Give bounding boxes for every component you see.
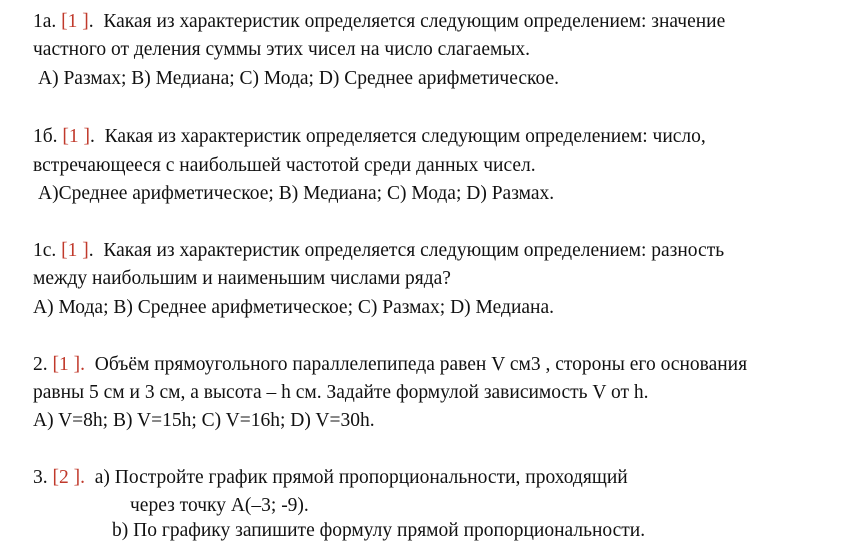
q1a-line2: частного от деления суммы этих чисел на число слагаемых.: [33, 39, 531, 60]
q1c-number: 1c.: [33, 240, 57, 261]
q1c-options: A) Мода; B) Среднее арифметическое; C) Размах; D) Медиана.: [33, 297, 554, 318]
q2-points: [1 ].: [52, 354, 85, 375]
q1c-line2: между наибольшим и наименьшим числами ряда?: [33, 268, 451, 289]
q1b-line2: встречающееся с наибольшей частотой среди данных чисел.: [33, 155, 536, 176]
q1c-line1: 1c. [1 ]. Какая из характеристик определяется следующим определением: разность: [33, 240, 725, 261]
q2-line1: [33, 353, 747, 377]
q1a-options: A) Размах; B) Медиана; C) Мода; D) Среднее арифметическое.: [38, 68, 559, 89]
q2-options: A) V=8h; B) V=15h; C) V=16h; D) V=30h.: [33, 410, 375, 431]
q1b-options: A)Среднее арифметическое; B) Медиана; C) Мода; D) Размах.: [38, 183, 555, 204]
q3-line2: через точку A(–3; -9).: [130, 495, 309, 516]
q2-line2: равны 5 см и 3 см, а высота – h см. Задайте формулой зависимость V от h.: [33, 382, 649, 403]
q3-line3: b) По графику запишите формулу прямой пропорциональности.: [112, 520, 646, 541]
q1a-text-1: Какая из характеристик определяется следующим определением: значение: [103, 11, 726, 32]
q1a-points: [1 ]: [61, 11, 89, 32]
q3-number: 3.: [33, 467, 48, 488]
q1a-line1: 1a. [1 ]. Какая из характеристик определяется следующим определением: значение: [33, 11, 726, 32]
q1b-line1: 1б. [1 ]. Какая из характеристик определяется следующим определением: число,: [33, 126, 706, 147]
q2-text-1: Объём прямоугольного параллелепипеда равен V см3 , стороны его основания: [94, 354, 748, 375]
q3-points: [2 ].: [52, 467, 85, 488]
q3-text-1: a) Постройте график прямой пропорциональности, проходящий: [94, 467, 628, 488]
q1b-text-1: Какая из характеристик определяется следующим определением: число,: [104, 126, 706, 147]
q3-line1: [33, 466, 628, 490]
q1c-points: [1 ]: [61, 240, 89, 261]
q1b-number: 1б.: [33, 126, 58, 147]
q2-number: 2.: [33, 354, 48, 375]
q1c-text-1: Какая из характеристик определяется следующим определением: разность: [103, 240, 725, 261]
q1b-points: [1 ]: [62, 126, 91, 147]
q1a-number: 1a.: [33, 11, 57, 32]
